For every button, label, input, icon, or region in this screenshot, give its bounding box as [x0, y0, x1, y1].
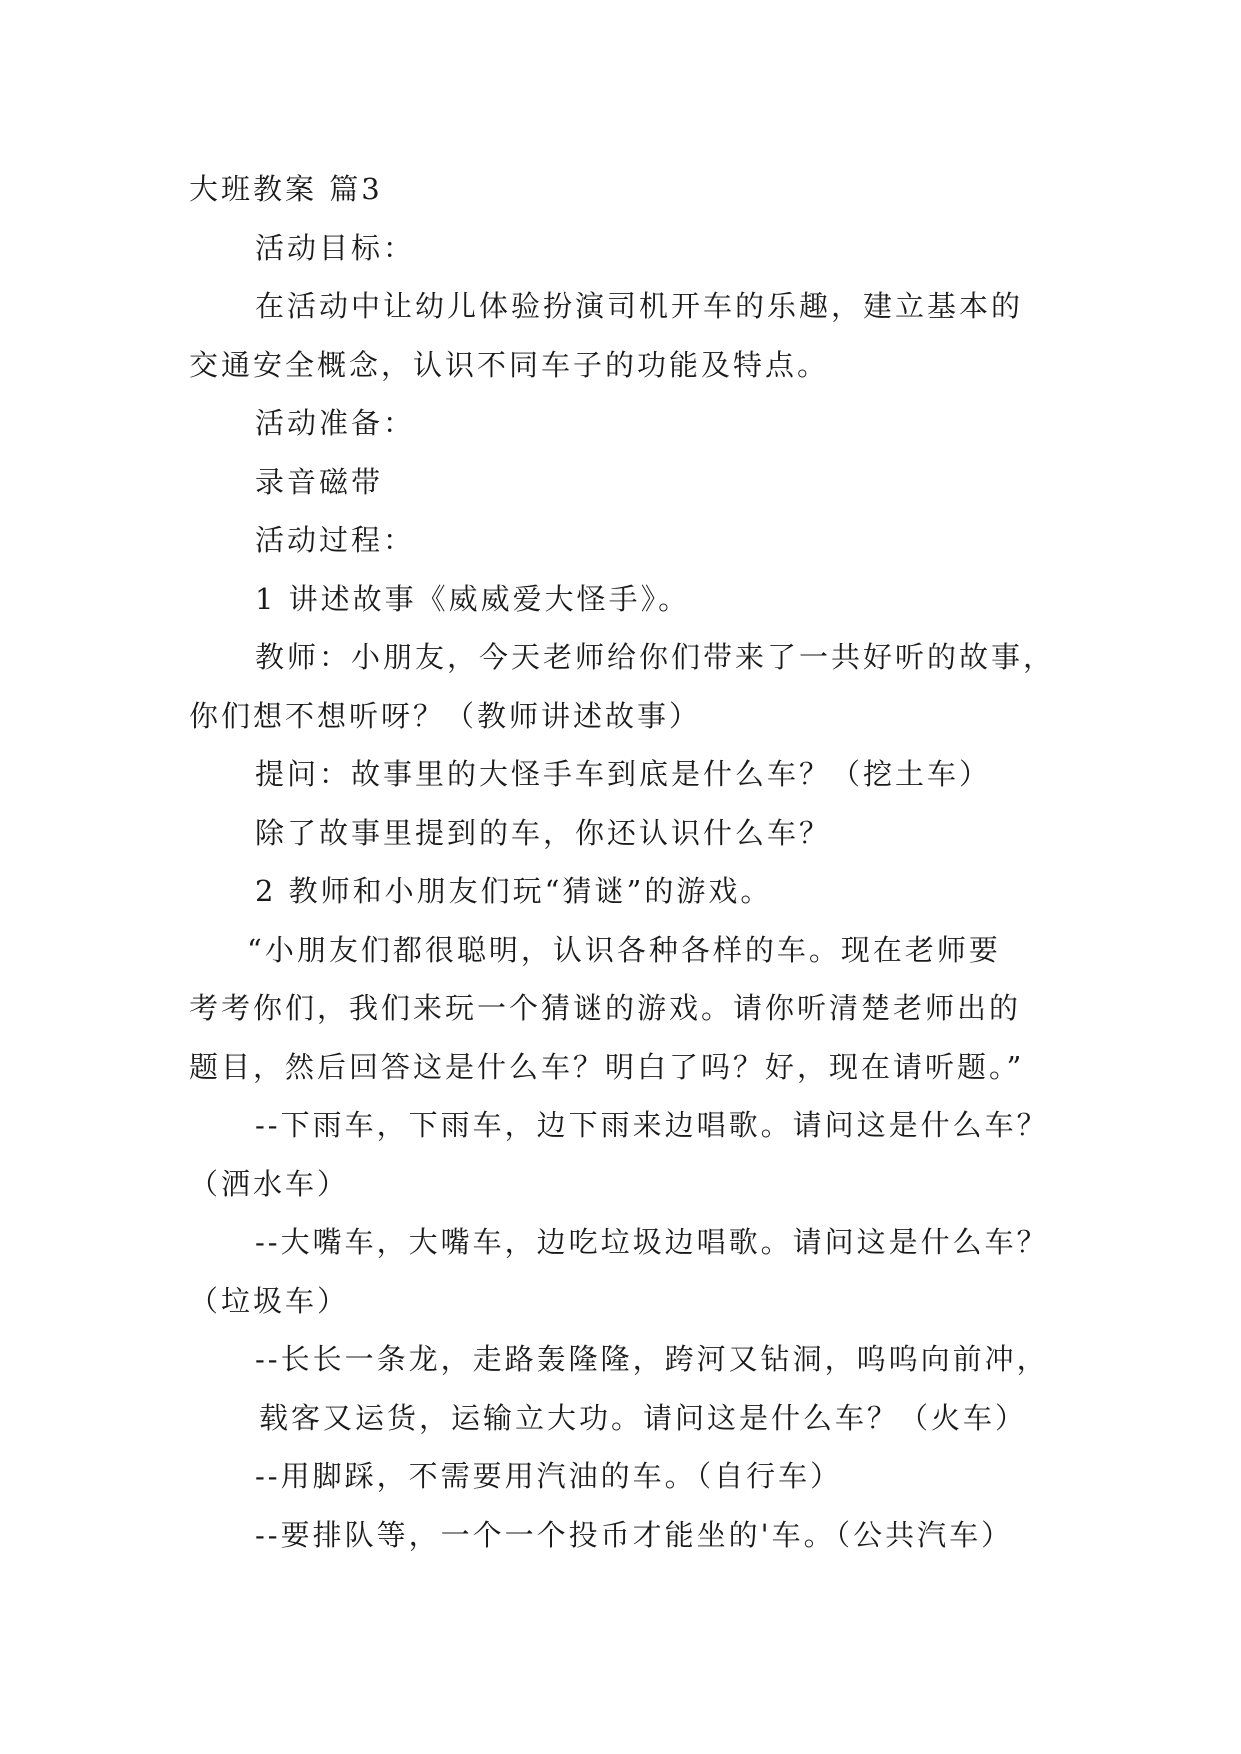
heading-activity-goal: 活动目标： — [255, 230, 416, 265]
riddle-line: --长长一条龙，走路轰隆隆，跨河又钻洞，呜呜向前冲， — [255, 1342, 1049, 1376]
riddle-line: --用脚踩，不需要用汽油的车。（自行车） — [255, 1459, 843, 1493]
riddle-line: --大嘴车，大嘴车，边吃垃圾边唱歌。请问这是什么车？ — [255, 1225, 1049, 1259]
paragraph-line: 题目，然后回答这是什么车？明白了吗？好，现在请听题。” — [189, 1049, 1025, 1084]
riddle-line: --要排队等，一个一个投币才能坐的'车。（公共汽车） — [255, 1517, 1014, 1552]
riddle-line: --下雨车，下雨车，边下雨来边唱歌。请问这是什么车？ — [255, 1108, 1049, 1142]
riddle-answer: （洒水车） — [189, 1166, 350, 1201]
step-heading: 1 讲述故事《威威爱大怪手》。 — [255, 581, 691, 616]
paragraph-line: 录音磁带 — [255, 464, 384, 499]
paragraph-line: 你们想不想听呀？（教师讲述故事） — [189, 698, 702, 733]
paragraph-line: 教师：小朋友，今天老师给你们带来了一共好听的故事， — [255, 640, 1056, 674]
step-heading: 2 教师和小朋友们玩“猜谜”的游戏。 — [255, 874, 773, 908]
paragraph-line: 考考你们，我们来玩一个猜谜的游戏。请你听清楚老师出的 — [189, 991, 1022, 1025]
document-title: 大班教案 篇3 — [189, 172, 383, 206]
paragraph-line: 在活动中让幼儿体验扮演司机开车的乐趣，建立基本的 — [255, 289, 1024, 323]
riddle-answer: （垃圾车） — [189, 1283, 350, 1318]
paragraph-line: 除了故事里提到的车，你还认识什么车？ — [255, 815, 832, 850]
heading-activity-process: 活动过程： — [255, 523, 416, 557]
riddle-line: 载客又运货，运输立大功。请问这是什么车？（火车） — [259, 1400, 1028, 1435]
paragraph-line: “小朋友们都很聪明，认识各种各样的车。现在老师要 — [247, 932, 1001, 967]
paragraph-line: 提问：故事里的大怪手车到底是什么车？（挖土车） — [255, 757, 992, 791]
paragraph-line: 交通安全概念，认识不同车子的功能及特点。 — [189, 347, 830, 382]
heading-activity-preparation: 活动准备： — [255, 406, 416, 440]
document-body — [189, 160, 1056, 1564]
